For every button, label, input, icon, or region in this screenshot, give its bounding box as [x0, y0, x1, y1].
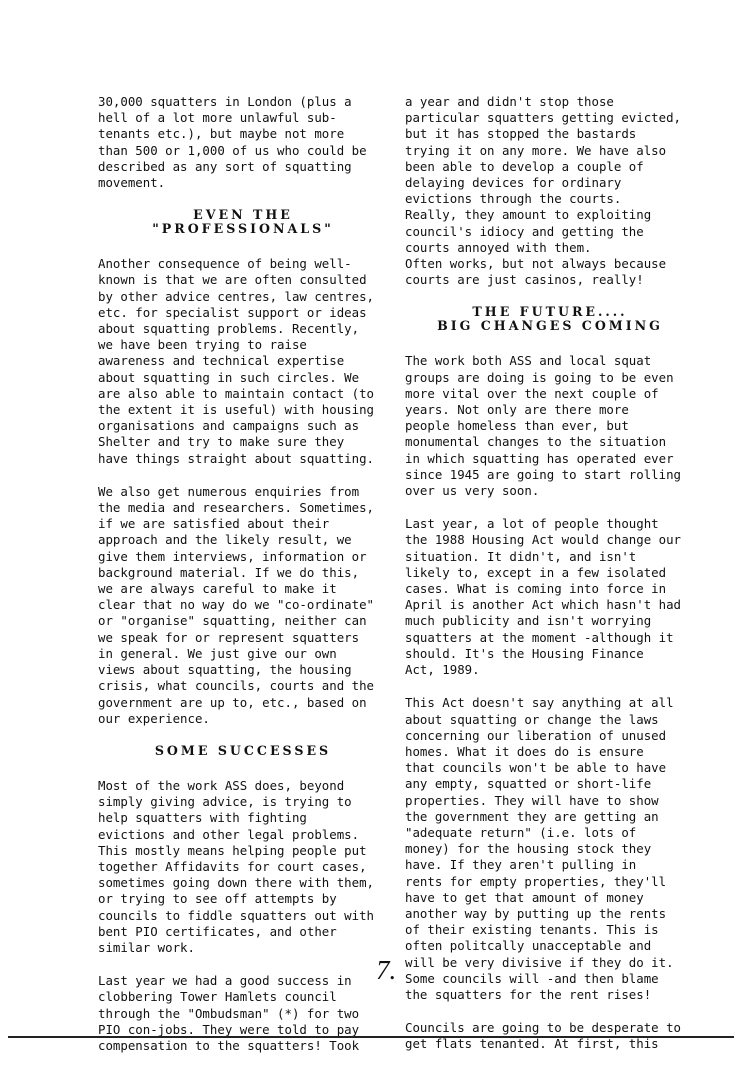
paragraph: The work both ASS and local squat groups are doing is going to be even more vital over the next couple of years. Not only are there more people homeless than ever, but monumental changes to the situation in which squatting has operated ever since 1945 are going to start rolling over us very soon. [405, 353, 682, 499]
paragraph: 30,000 squatters in London (plus a hell of a lot more unlawful sub- tenants etc.), but maybe not more than 500 or 1,000 of us who could be described as any sort of squatting movement. [98, 94, 367, 191]
paragraph: a year and didn't stop those particular squatters getting evicted, but it has stopped the bastards trying it on any more. We have also been able to develop a couple of delaying devices for ordinary evictions through the courts. Really, they amount to exploiting council's idiocy and getting the courts annoyed with them. Often works, but not always because courts are just casinos, really! [405, 94, 682, 288]
right-column [405, 94, 695, 1070]
section-heading-future [405, 305, 695, 333]
heading-line: "PROFESSIONALS" [152, 221, 334, 237]
heading-line: THE FUTURE.... [472, 304, 628, 320]
section-heading-successes [98, 744, 388, 758]
paragraph: This Act doesn't say anything at all about squatting or change the laws concerning our liberation of unused homes. What it does do is ensure that councils won't be able to have any empty, squatted or short-life properties. They will have to show the government they are getting an "adequate return" (i.e. lots of money) for the housing stock they have. If they aren't pulling in rents for empty properties, they'll have to get that amount of money another way by putting up the rents of their existing tenants. This is often politcally unacceptable and will be very divisive if they do it. Some councils will -and then blame the squatters for the rent rises! [405, 695, 674, 1002]
paragraph: Last year we had a good success in clobbering Tower Hamlets council through the "Ombudsman" (*) for two PIO con-jobs. They were told to pay compensation to the squatters! Took [98, 973, 360, 1053]
left-column [98, 94, 388, 1071]
heading-line: EVEN THE [193, 207, 293, 223]
paragraph: We also get numerous enquiries from the media and researchers. Sometimes, if we are satisfied about their approach and the likely result, we give them interviews, information or background material. If we do this, we are always careful to make it clear that no way do we "co-ordinate" or "organise" squatting, neither can we speak for or represent squatters in general. We just give our own views about squatting, the housing crisis, what councils, courts and the government are up to, etc., based on our experience. [98, 483, 375, 726]
heading-line: SOME SUCCESSES [154, 742, 332, 758]
section-heading-professionals [98, 208, 388, 236]
page-number: 7. [376, 955, 397, 985]
paragraph: Councils are going to be desperate to get flats tenanted. At first, this [405, 1020, 682, 1052]
paragraph: Last year, a lot of people thought the 1988 Housing Act would change our situation. It didn't, and isn't likely to, except in a few isolated cases. What is coming into force in April is another Act which hasn't had much publicity and isn't worrying squatters at the moment -although it should. It's the Housing Finance Act, 1989. [405, 516, 682, 678]
bottom-rule [8, 1036, 734, 1038]
paragraph: Another consequence of being well- known is that we are often consulted by other advice centres, law centres, etc. for specialist support or ideas about squatting problems. Recently, we have been trying to raise awareness and technical expertise about squatting in such circles. We are also able to maintain contact (to the extent it is useful) with housing organisations and campaigns such as Shelter and try to make sure they have things straight about squatting. [98, 256, 375, 466]
heading-line: BIG CHANGES COMING [437, 318, 663, 334]
paragraph: Most of the work ASS does, beyond simply giving advice, is trying to help squatters with fighting evictions and other legal problems. This mostly means helping people put together Affidavits for court cases, sometimes going down there with them, or trying to see off attempts by councils to fiddle squatters out with bent PIO certificates, and other similar work. [98, 777, 375, 955]
